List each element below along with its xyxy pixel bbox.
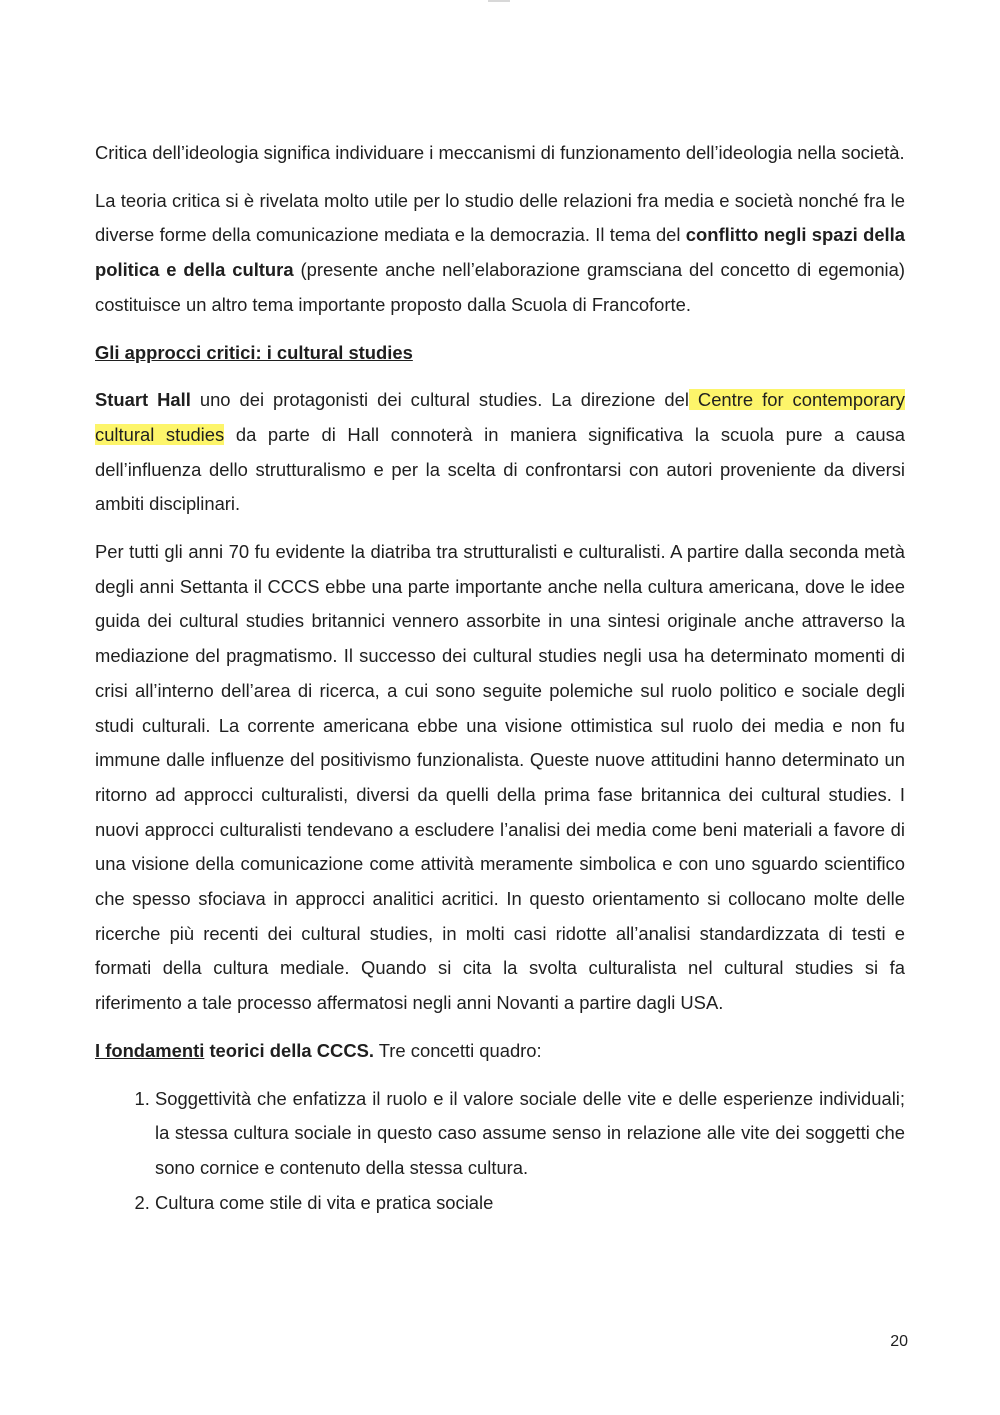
stuart-hall-text-b: da parte di Hall connoterà in maniera significativa la scuola pure a causa dell’influenza dello strutturalismo e per la scelta di confrontarsi con autori proveniente da diversi ambiti disciplinari. <box>95 423 905 515</box>
paragraph-critical-theory <box>95 184 905 323</box>
section-heading-cultural-studies: Gli approcci critici: i cultural studies <box>95 341 413 363</box>
paragraph-ideology <box>95 136 905 171</box>
paragraph-stuart-hall <box>95 383 905 522</box>
list-item: 1. Soggettività che enfatizza il ruolo e il valore sociale delle vite e delle esperienze individuali; la stessa cultura sociale in questo caso assume senso in relazione alle vite dei soggetti che sono cornice e contenuto della stessa cultura. <box>155 1082 905 1186</box>
scan-artifact-mark <box>488 0 510 2</box>
critical-theory-text-a: La teoria critica si è rivelata molto utile per lo studio delle relazioni fra media e società nonché fra le diverse forme della comunicazione mediata e la democrazia. Il tema del <box>95 189 905 246</box>
list-item: 2. Cultura come stile di vita e pratica sociale <box>155 1186 905 1221</box>
critical-theory-text-b: (presente anche nell’elaborazione gramsciana del concetto di egemonia) costituisce un altro tema importante proposto dalla Scuola di Francoforte. <box>95 259 906 315</box>
page-number: 20 <box>890 1333 908 1350</box>
paragraph-ideology-text: Critica dell’ideologia significa individuare i meccanismi di funzionamento dell’ideologia nella società. <box>95 142 905 163</box>
paragraph-structuralists <box>95 535 905 1021</box>
section-heading-fondamenti <box>95 1034 905 1069</box>
concepts-list <box>95 1082 905 1221</box>
fondamenti-underlined: I fondamenti <box>95 1039 205 1061</box>
fondamenti-normal: Tre concetti quadro: <box>373 1039 542 1061</box>
document-page <box>95 136 905 1220</box>
critical-theory-bold-phrase: conflitto negli spazi della politica e della cultura <box>95 224 905 281</box>
fondamenti-bold: teorici della CCCS. <box>204 1039 374 1061</box>
paragraph-structuralists-text: Per tutti gli anni 70 fu evidente la diatriba tra strutturalisti e culturalisti. A partire dalla seconda metà degli anni Settanta il CCCS ebbe una parte importante anche nella cultura americana, dove le idee guida dei cultural studies britannici vennero assorbite in una sintesi originale anche attraverso la mediazione del pragmatismo. Il successo dei cultural studies negli usa ha determinato momenti di crisi all’interno dell’area di ricerca, a cui sono seguite polemiche sul ruolo politico e sociale degli studi culturali. La corrente americana ebbe una visione ottimistica sul ruolo dei media e non fu immune dalle influenze del positivismo funzionalista. Queste nuove attitudini hanno determinato un ritorno ad approcci culturalisti, diversi da quelli della prima fase britannica dei cultural studies. I nuovi approcci culturalisti tendevano a escludere l’analisi dei media come beni materiali a favore di una visione della comunicazione come attività meramente simbolica e con uno sguardo scientifico che spesso sfociava in approcci analitici acritici. In questo orientamento si collocano molte delle ricerche più recenti dei cultural studies, in molti casi ridotte all’analisi standardizzata di testi e formati della cultura mediale. Quando si cita la svolta culturalista nel cultural studies si fa riferimento a tale processo affermatosi negli anni Novanti a partire dagli USA. <box>95 541 905 1014</box>
stuart-hall-name: Stuart Hall <box>95 389 191 411</box>
highlighted-centre-name: Centre for contemporary cultural studies <box>95 389 905 445</box>
stuart-hall-text-a: uno dei protagonisti dei cultural studies. La direzione del <box>190 389 689 411</box>
